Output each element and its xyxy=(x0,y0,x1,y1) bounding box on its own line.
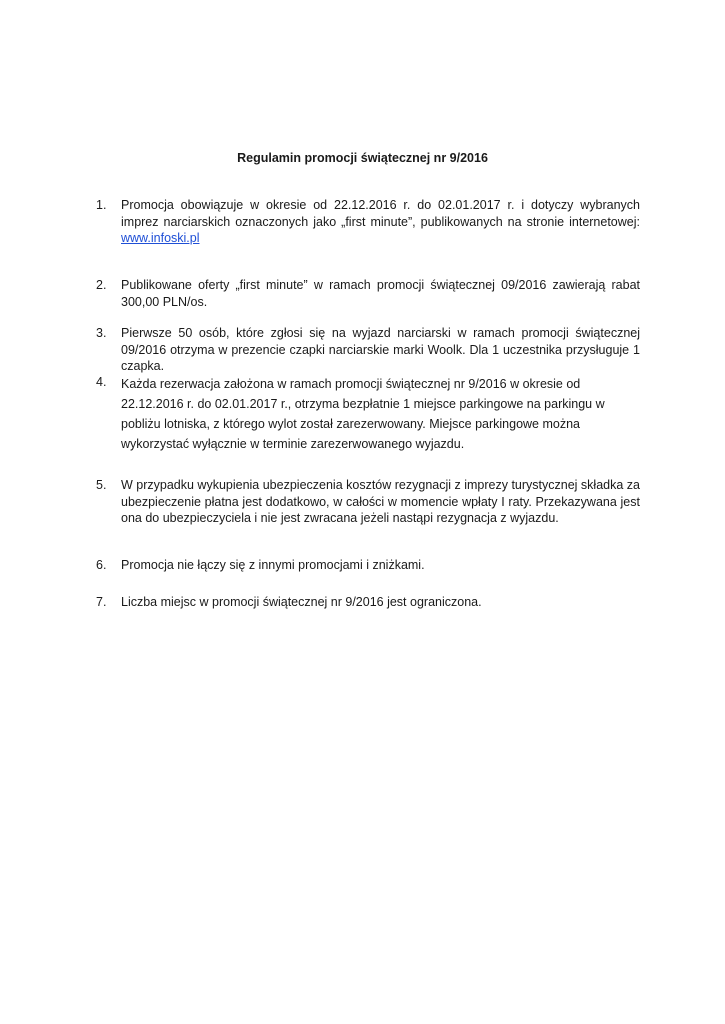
list-number: 5. xyxy=(96,478,107,492)
list-number: 7. xyxy=(96,595,107,609)
list-number: 4. xyxy=(96,375,107,389)
list-item-text: Publikowane oferty „first minute” w ramach promocji świątecznej 09/2016 zawierają rabat 300,00 PLN/os. xyxy=(121,278,640,309)
list-item-5 xyxy=(96,477,640,527)
list-item-body: Promocja obowiązuje w okresie od 22.12.2016 r. do 02.01.2017 r. i dotyczy wybranych imprez narciarskich oznaczonych jako „first minute”, publikowanych na stronie internetowej: xyxy=(121,198,640,229)
website-link[interactable]: www.infoski.pl xyxy=(121,231,200,245)
list-number: 2. xyxy=(96,278,107,292)
list-item-2 xyxy=(96,277,640,310)
list-item-text: Liczba miejsc w promocji świątecznej nr 9/2016 jest ograniczona. xyxy=(121,595,482,609)
list-item-text: Pierwsze 50 osób, które zgłosi się na wyjazd narciarski w ramach promocji świątecznej 09/2016 otrzyma w prezencie czapki narciarskie marki Woolk. Dla 1 uczestnika przysługuje 1 czapka. xyxy=(121,326,640,373)
list-number: 6. xyxy=(96,558,107,572)
document-title: Regulamin promocji świątecznej nr 9/2016 xyxy=(237,151,488,165)
list-item-6 xyxy=(96,557,640,574)
list-number: 1. xyxy=(96,198,107,212)
list-number: 3. xyxy=(96,326,107,340)
list-item-text: W przypadku wykupienia ubezpieczenia kosztów rezygnacji z imprezy turystycznej składka za ubezpieczenie płatna jest dodatkowo, w całości w momencie wpłaty I raty. Przekazywana jest ona do ubezpieczyciela i nie jest zwracana jeżeli nastąpi rezygnacja z wyjazdu. xyxy=(121,478,640,525)
list-item-7 xyxy=(96,594,640,611)
list-item-3 xyxy=(96,325,640,375)
list-item-text: Każda rezerwacja założona w ramach promocji świątecznej nr 9/2016 w okresie od 22.12.2016 r. do 02.01.2017 r., otrzyma bezpłatnie 1 miejsce parkingowe na parkingu w pobliżu lotniska, z którego wylot został zarezerwowany. Miejsce parkingowe można wykorzystać wyłącznie w terminie zarezerwowanego wyjazdu. xyxy=(121,377,605,451)
list-item-text xyxy=(121,197,640,247)
list-item-1 xyxy=(96,197,640,247)
list-item-text: Promocja nie łączy się z innymi promocjami i zniżkami. xyxy=(121,558,425,572)
list-item-4 xyxy=(96,374,640,454)
